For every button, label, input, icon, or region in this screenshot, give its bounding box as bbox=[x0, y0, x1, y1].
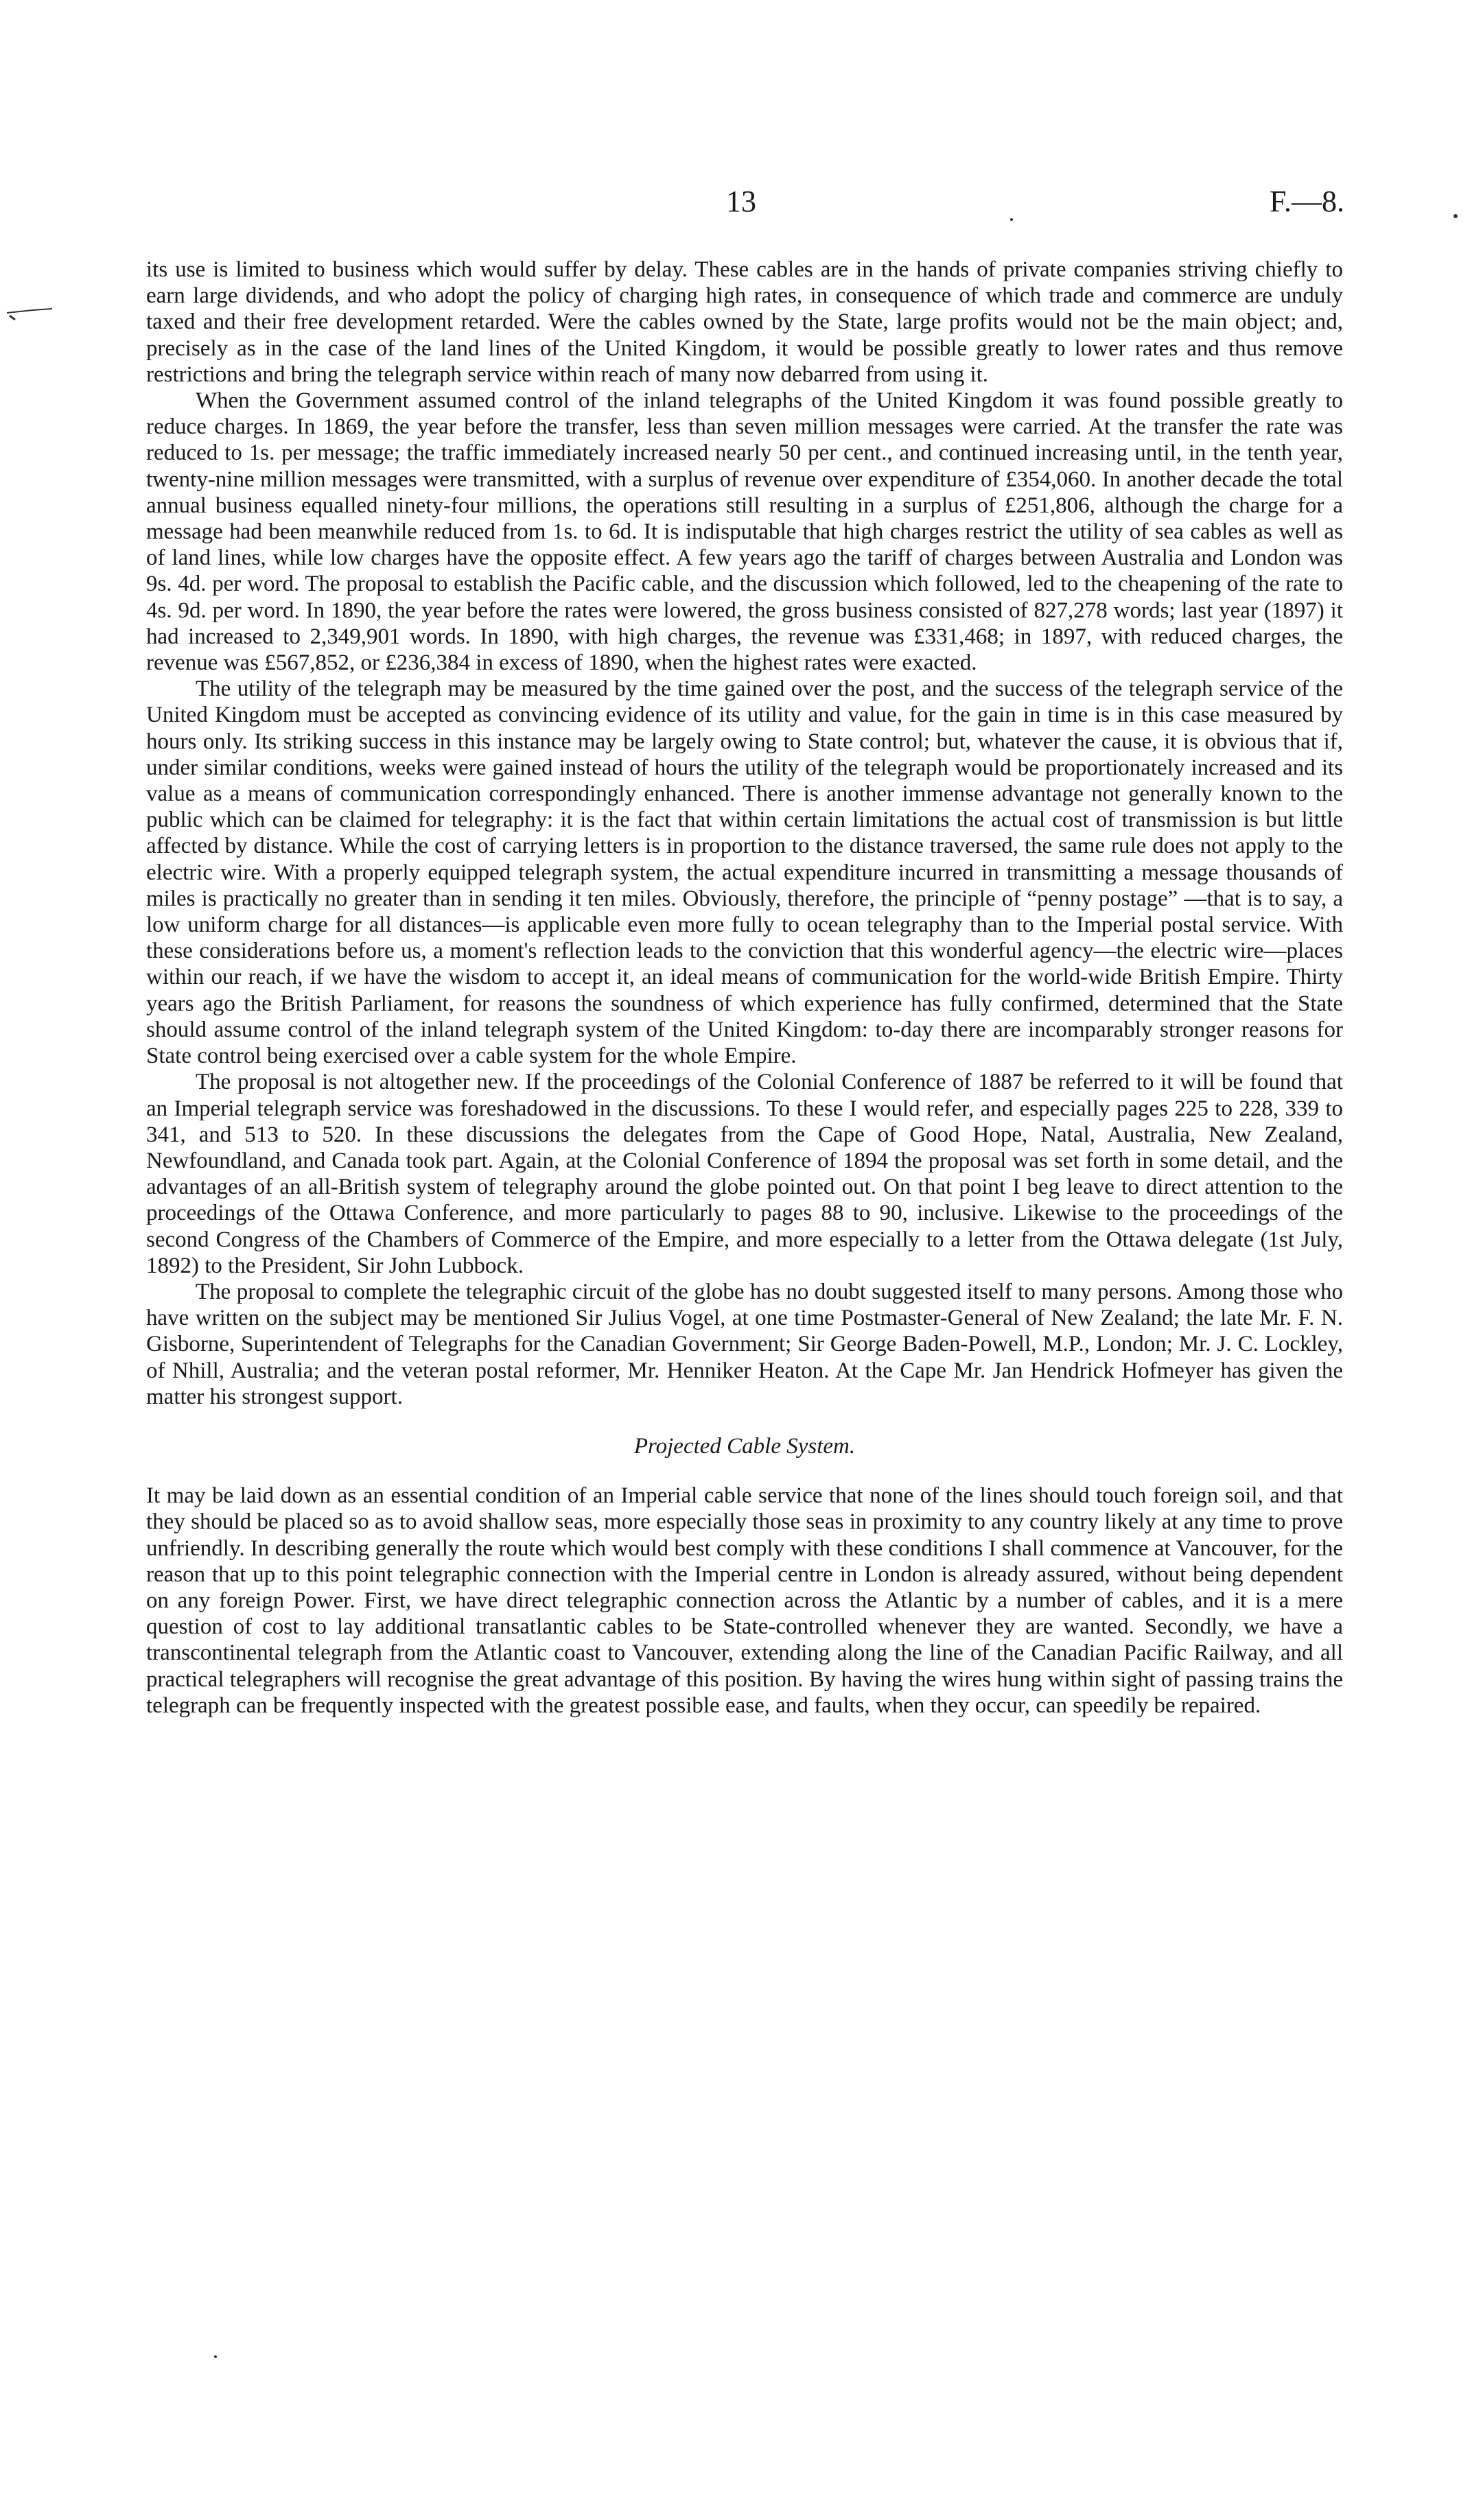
document-reference: F.—8. bbox=[1270, 185, 1344, 218]
section-heading: Projected Cable System. bbox=[633, 1433, 856, 1459]
paragraph: It may be laid down as an essential condition of an Imperial cable service that none of the lines should touch foreign soil, and that they should be placed so as to avoid shallow seas, more especially those seas in proximity to any country likely at any time to prove unfriendly. In describing generally the route which would best comply with these conditions I shall commence at Vancouver, for the reason that up to this point telegraphic connection with the Imperial centre in London is already assured, without being dependent on any foreign Power. First, we have direct telegraphic connection across the Atlantic by a number of cables, and it is a mere question of cost to lay additional transatlantic cables to be State-controlled whenever they are wanted. Secondly, we have a transcontinental telegraph from the Atlantic coast to Vancouver, extending along the line of the Canadian Pacific Railway, and all practical telegraphers will recognise the great advantage of this position. By having the wires hung within sight of passing trains the telegraph can be frequently inspected with the greatest possible ease, and faults, when they occur, can speedily be repaired. bbox=[146, 1483, 1343, 1718]
page-number: 13 bbox=[726, 185, 756, 218]
paragraph: The utility of the telegraph may be measured by the time gained over the post, and the success of the telegraph service of the United Kingdom must be accepted as convincing evidence of its utility and value, for the gain in time is in this case measured by hours only. Its striking success in this instance may be largely owing to State control; but, whatever the cause, it is obvious that if, under similar conditions, weeks were gained instead of hours the utility of the telegraph would be proportionately increased and its value as a means of communication correspondingly enhanced. There is another immense advantage not generally known to the public which can be claimed for telegraphy: it is the fact that within certain limitations the actual cost of transmission is but little affected by distance. While the cost of carrying letters is in proportion to the distance traversed, the same rule does not apply to the electric wire. With a properly equipped telegraph system, the actual expenditure incurred in transmitting a message thousands of miles is practically no greater than in sending it ten miles. Obviously, therefore, the principle of “penny postage” —that is to say, a low uniform charge for all distances—is applicable even more fully to ocean telegraphy than to the Imperial postal service. With these considerations before us, a moment's reflection leads to the conviction that this wonderful agency—the electric wire—places within our reach, if we have the wisdom to accept it, an ideal means of communication for the world-wide British Empire. Thirty years ago the British Parliament, for reasons the soundness of which experience has fully confirmed, determined that the State should assume control of the inland telegraph system of the United Kingdom: to-day there are incomparably stronger reasons for State control being exercised over a cable system for the whole Empire. bbox=[146, 676, 1343, 1069]
speck-mark bbox=[1010, 218, 1013, 221]
paragraph: its use is limited to business which would suffer by delay. These cables are in the hands of private companies striving chiefly to earn large dividends, and who adopt the policy of charging high rates, in consequence of which trade and commerce are unduly taxed and their free development retarded. Were the cables owned by the State, large profits would not be the main object; and, precisely as in the case of the land lines of the United Kingdom, it would be possible greatly to lower rates and thus remove restrictions and bring the telegraph service within reach of many now debarred from using it. bbox=[146, 257, 1343, 387]
paragraph: When the Government assumed control of the inland telegraphs of the United Kingdom it was found possible greatly to reduce charges. In 1869, the year before the transfer, less than seven million messages were carried. At the transfer the rate was reduced to 1s. per message; the traffic immediately increased nearly 50 per cent., and continued increasing until, in the tenth year, twenty-nine million messages were transmitted, with a surplus of revenue over expenditure of £354,060. In another decade the total annual business equalled ninety-four millions, the operations still resulting in a surplus of £251,806, although the charge for a message had been meanwhile reduced from 1s. to 6d. It is indisputable that high charges restrict the utility of sea cables as well as of land lines, while low charges have the opposite effect. A few years ago the tariff of charges between Australia and London was 9s. 4d. per word. The proposal to establish the Pacific cable, and the discussion which followed, led to the cheapening of the rate to 4s. 9d. per word. In 1890, the year before the rates were lowered, the gross business consisted of 827,278 words; last year (1897) it had increased to 2,349,901 words. In 1890, with high charges, the revenue was £331,468; in 1897, with reduced charges, the revenue was £567,852, or £236,384 in excess of 1890, when the highest rates were exacted. bbox=[146, 388, 1343, 676]
paragraph: The proposal is not altogether new. If the proceedings of the Colonial Conference of 1887 be referred to it will be found that an Imperial telegraph service was foreshadowed in the discussions. To these I would refer, and especially pages 225 to 228, 339 to 341, and 513 to 520. In these discussions the delegates from the Cape of Good Hope, Natal, Australia, New Zealand, Newfoundland, and Canada took part. Again, at the Colonial Conference of 1894 the proposal was set forth in some detail, and the advantages of an all-British system of telegraphy around the globe pointed out. On that point I beg leave to direct attention to the proceedings of the Ottawa Conference, and more particularly to pages 88 to 90, inclusive. Likewise to the proceedings of the second Congress of the Chambers of Commerce of the Empire, and more especially to a letter from the Ottawa delegate (1st July, 1892) to the President, Sir John Lubbock. bbox=[146, 1070, 1343, 1278]
body-text bbox=[146, 257, 1343, 1719]
speck-mark bbox=[1453, 214, 1458, 218]
speck-mark bbox=[214, 2355, 217, 2358]
margin-pen-mark bbox=[5, 295, 54, 322]
paragraph: The proposal to complete the telegraphic circuit of the globe has no doubt suggested itself to many persons. Among those who have written on the subject may be mentioned Sir Julius Vogel, at one time Postmaster-General of New Zealand; the late Mr. F. N. Gisborne, Superintendent of Telegraphs for the Canadian Government; Sir George Baden-Powell, M.P., London; Mr. J. C. Lockley, of Nhill, Australia; and the veteran postal reformer, Mr. Henniker Heaton. At the Cape Mr. Jan Hendrick Hofmeyer has given the matter his strongest support. bbox=[146, 1279, 1343, 1409]
